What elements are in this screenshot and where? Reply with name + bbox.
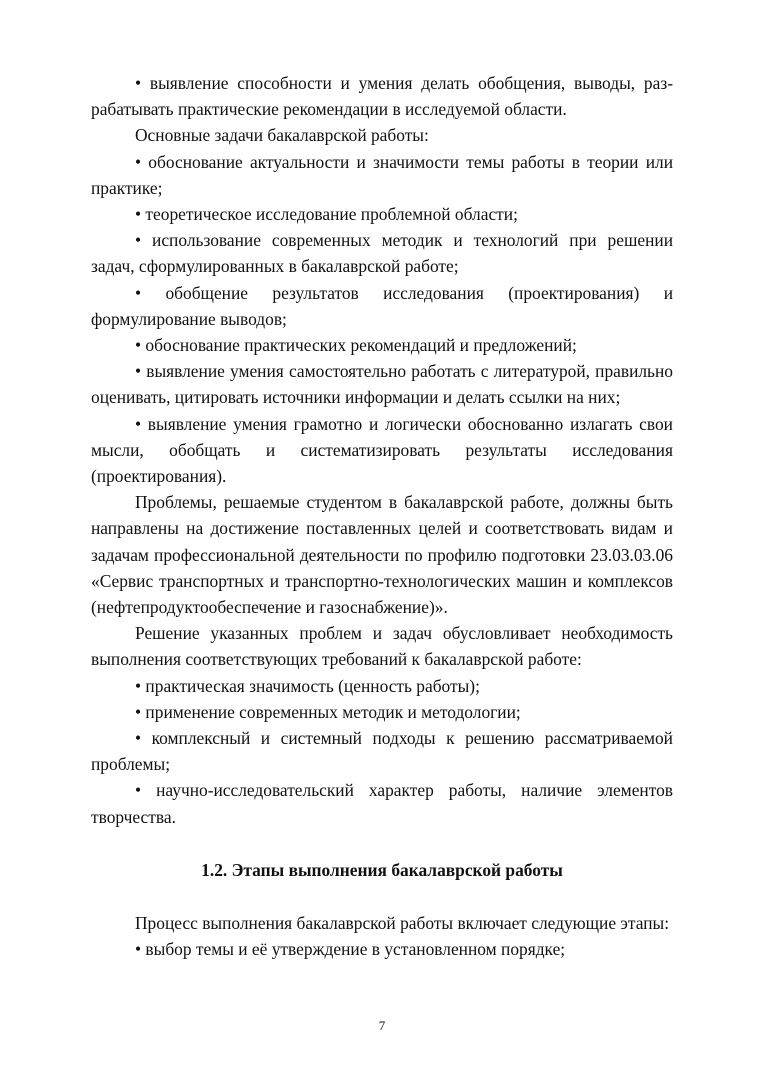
paragraph: • обобщение результатов исследования (проектирования) и формулирование выводов;	[91, 282, 673, 329]
paragraph: • выбор темы и её утверждение в установленном порядке;	[135, 939, 566, 960]
paragraph: Проблемы, решаемые студентом в бакалаврской работе, должны быть направлены на достижение поставленных целей и соответствовать видам и задачам профессиональной деятельности по профилю подготовки 23.03.03.06 «Сервис транспортных и транспортно-технологических машин и комплексов (нефтепродуктообеспечение и газоснабжение)».	[91, 492, 673, 618]
paragraph: • выявление способности и умения делать обобщения, выводы, разрабатывать практические рекомендации в исследуемой области.	[91, 73, 673, 120]
paragraph: • научно-исследовательский характер работы, наличие элементов творчества.	[91, 780, 673, 827]
paragraph: • теоретическое исследование проблемной области;	[135, 204, 518, 225]
paragraph: • комплексный и системный подходы к решению рассматриваемой проблемы;	[91, 728, 673, 775]
paragraph: Процесс выполнения бакалаврской работы включает следующие этапы:	[135, 913, 670, 934]
paragraph: Решение указанных проблем и задач обусловливает необходимость выполнения соответствующих требований к бакалаврской работе:	[91, 623, 673, 670]
paragraph: • практическая значимость (ценность работы);	[135, 675, 480, 696]
paragraph: • обоснование актуальности и значимости темы работы в теории или практике;	[91, 151, 673, 198]
page-body	[91, 70, 673, 963]
paragraph: • выявление умения грамотно и логически обоснованно излагать свои мысли, обобщать и систематизировать результаты исследования (проектирования).	[91, 413, 673, 487]
paragraph: • обоснование практических рекомендаций и предложений;	[135, 335, 577, 356]
paragraph: • применение современных методик и методологии;	[135, 701, 521, 722]
page-number: 7	[378, 1018, 386, 1033]
paragraph: • выявление умения самостоятельно работать с литературой, правильно оценивать, цитировать источники информации и делать ссылки на них;	[91, 361, 673, 408]
paragraph: • использование современных методик и технологий при решении задач, сформулированных в бакалаврской работе;	[91, 230, 673, 277]
paragraph: Основные задачи бакалаврской работы:	[135, 125, 429, 146]
section-heading: 1.2. Этапы выполнения бакалаврской работы	[201, 859, 563, 880]
